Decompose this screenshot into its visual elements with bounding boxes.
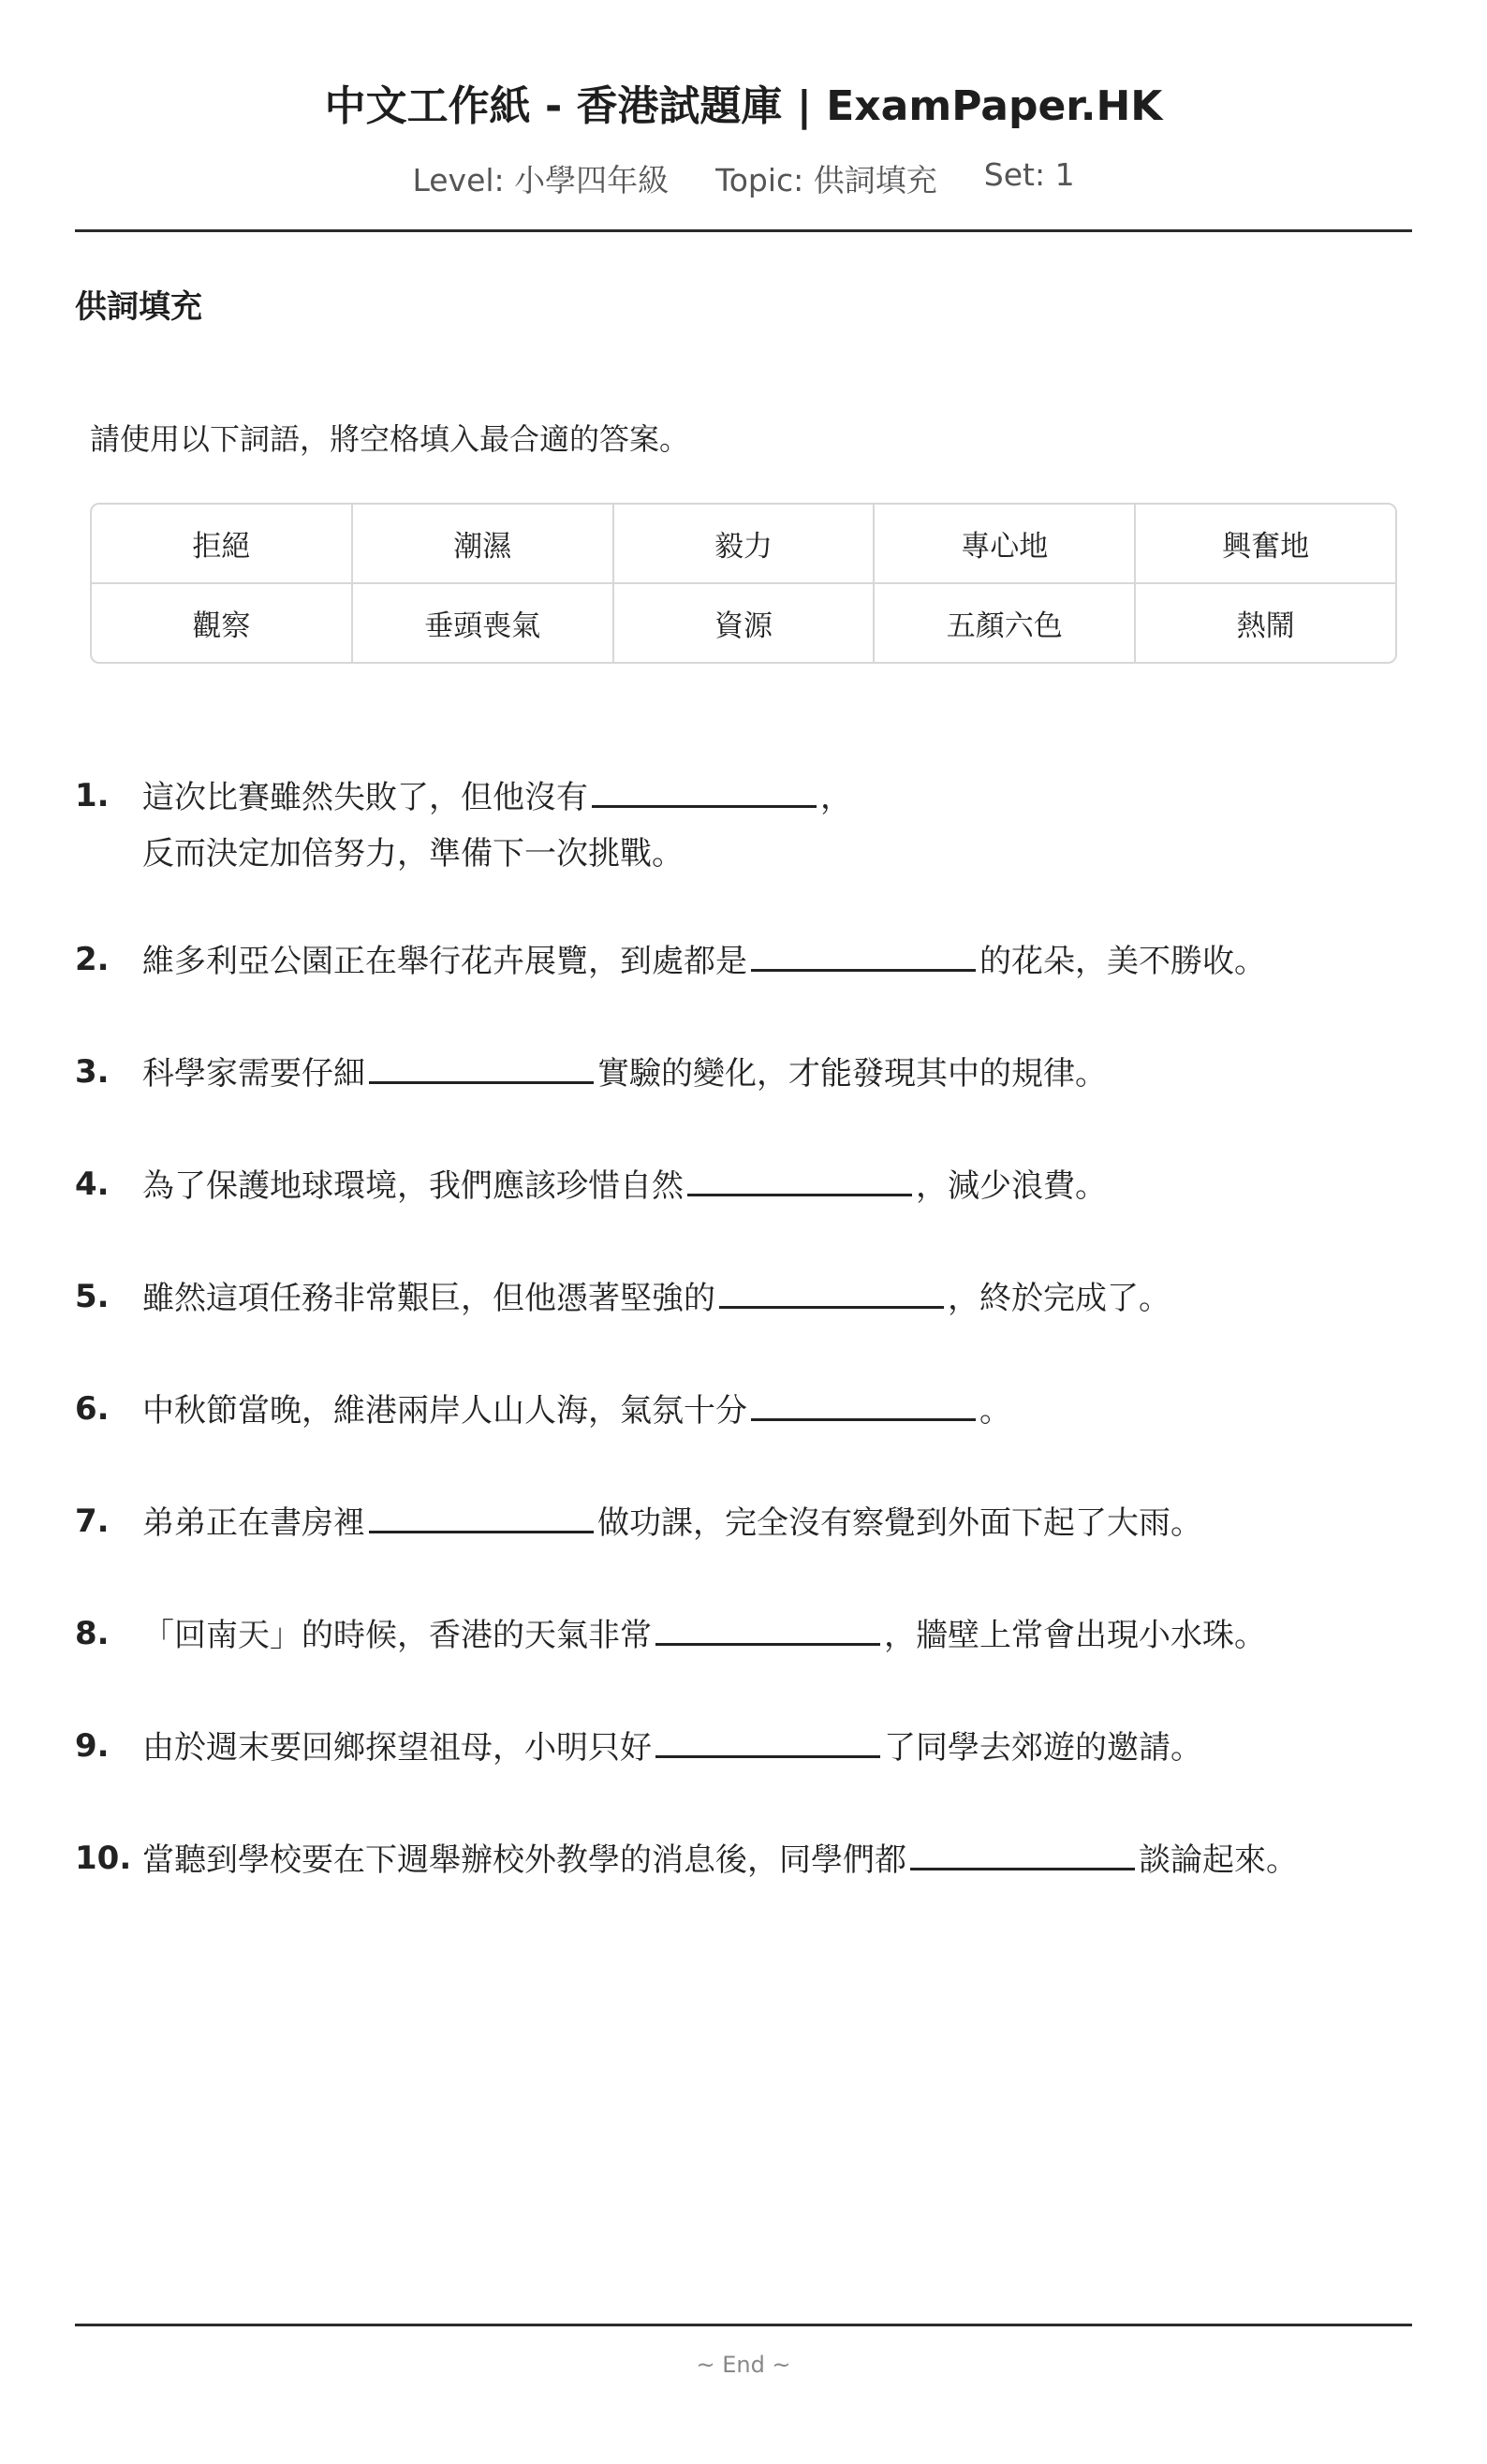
instructions-text: 請使用以下詞語，將空格填入最合適的答案。 xyxy=(90,421,690,457)
word-bank-cell: 潮濕 xyxy=(351,505,612,582)
question-text xyxy=(142,1044,1406,1102)
question-number: 5. xyxy=(75,1278,110,1315)
question-text xyxy=(142,931,1406,990)
question-item xyxy=(75,931,1412,990)
word-bank-row xyxy=(92,505,1395,582)
question-text-before: 弟弟正在書房裡 xyxy=(142,1504,365,1542)
question-item xyxy=(75,1830,1412,1888)
section-title: 供詞填充 xyxy=(75,288,202,326)
question-text xyxy=(142,1493,1406,1551)
question-number: 9. xyxy=(75,1727,110,1765)
worksheet-page xyxy=(75,0,1412,2464)
question-text-before: 為了保護地球環境，我們應該珍惜自然 xyxy=(142,1167,684,1205)
question-text-after: ，減少浪費。 xyxy=(916,1167,1107,1205)
question-number: 8. xyxy=(75,1615,110,1652)
answer-blank[interactable] xyxy=(719,1269,944,1309)
question-text xyxy=(142,1381,1406,1439)
answer-blank[interactable] xyxy=(655,1718,880,1758)
set-label: Set: 1 xyxy=(983,155,1075,193)
question-number: 7. xyxy=(75,1503,110,1540)
question-number: 3. xyxy=(75,1053,110,1091)
word-bank-cell: 垂頭喪氣 xyxy=(351,584,612,662)
question-text-before: 由於週末要回鄉探望祖母，小明只好 xyxy=(142,1729,652,1767)
question-text-before: 維多利亞公園正在舉行花卉展覽，到處都是 xyxy=(142,943,747,980)
question-number: 6. xyxy=(75,1390,110,1428)
word-bank-cell: 觀察 xyxy=(192,609,251,643)
worksheet-meta xyxy=(75,156,1412,200)
answer-blank[interactable] xyxy=(751,1381,976,1421)
topic-label: Topic: 供詞填充 xyxy=(715,161,937,198)
question-number: 4. xyxy=(75,1166,110,1203)
word-bank-cell: 資源 xyxy=(612,584,874,662)
worksheet-header xyxy=(75,82,1412,200)
header-divider xyxy=(75,229,1412,232)
question-item xyxy=(75,1606,1412,1664)
question-item xyxy=(75,1718,1412,1776)
question-text-before: 「回南天」的時候，香港的天氣非常 xyxy=(142,1617,652,1654)
question-number: 2. xyxy=(75,941,110,978)
question-text-after: ，終於完成了。 xyxy=(948,1280,1170,1317)
answer-blank[interactable] xyxy=(655,1606,880,1646)
question-item xyxy=(75,1156,1412,1214)
question-text-before: 當聽到學校要在下週舉辦校外教學的消息後，同學們都 xyxy=(142,1841,906,1879)
answer-blank[interactable] xyxy=(592,768,817,808)
question-text xyxy=(142,768,854,882)
word-bank-row xyxy=(92,582,1395,662)
question-item xyxy=(75,768,1412,882)
word-bank-cell: 熱鬧 xyxy=(1134,584,1395,662)
word-bank-cell: 專心地 xyxy=(873,505,1134,582)
question-item xyxy=(75,1269,1412,1327)
question-text-after: 談論起來。 xyxy=(1139,1841,1298,1879)
question-text-after: 了同學去郊遊的邀請。 xyxy=(884,1729,1202,1767)
question-item xyxy=(75,1381,1412,1439)
question-text-before: 雖然這項任務非常艱巨，但他憑著堅強的 xyxy=(142,1280,715,1317)
question-text xyxy=(142,1830,1406,1888)
answer-blank[interactable] xyxy=(910,1830,1135,1870)
question-text xyxy=(142,1269,1406,1327)
question-item xyxy=(75,1493,1412,1551)
question-text-before: 科學家需要仔細 xyxy=(142,1055,365,1093)
question-text-before: 這次比賽雖然失敗了，但他沒有 xyxy=(142,779,588,816)
footer-divider xyxy=(75,2324,1412,2326)
question-text xyxy=(142,1606,1406,1664)
answer-blank[interactable] xyxy=(369,1044,594,1084)
question-text-after: ，反而決定加倍努力，準備下一次挑戰。 xyxy=(142,779,852,873)
worksheet-title: 中文工作紙 - 香港試題庫 | ExamPaper.HK xyxy=(324,82,1163,130)
answer-blank[interactable] xyxy=(751,931,976,972)
answer-blank[interactable] xyxy=(687,1156,912,1196)
end-marker: ~ End ~ xyxy=(696,2352,791,2378)
question-text-after: ，牆壁上常會出現小水珠。 xyxy=(884,1617,1266,1654)
word-bank-cell: 興奮地 xyxy=(1134,505,1395,582)
question-text-before: 中秋節當晚，維港兩岸人山人海，氣氛十分 xyxy=(142,1392,747,1430)
question-number: 10. xyxy=(75,1840,132,1877)
word-bank-cell: 五顏六色 xyxy=(873,584,1134,662)
question-text-after: 做功課，完全沒有察覺到外面下起了大雨。 xyxy=(597,1504,1202,1542)
question-text xyxy=(142,1718,1406,1776)
word-bank-cell: 拒絕 xyxy=(192,530,251,564)
question-item xyxy=(75,1044,1412,1102)
word-bank-table xyxy=(90,503,1397,664)
question-text-after: 實驗的變化，才能發現其中的規律。 xyxy=(597,1055,1107,1093)
question-text-after: 。 xyxy=(979,1392,1011,1430)
question-text xyxy=(142,1156,1406,1214)
answer-blank[interactable] xyxy=(369,1493,594,1533)
level-label: Level: 小學四年級 xyxy=(412,161,670,198)
question-number: 1. xyxy=(75,777,110,814)
question-text-after: 的花朵，美不勝收。 xyxy=(979,943,1266,980)
word-bank-cell: 毅力 xyxy=(612,505,874,582)
